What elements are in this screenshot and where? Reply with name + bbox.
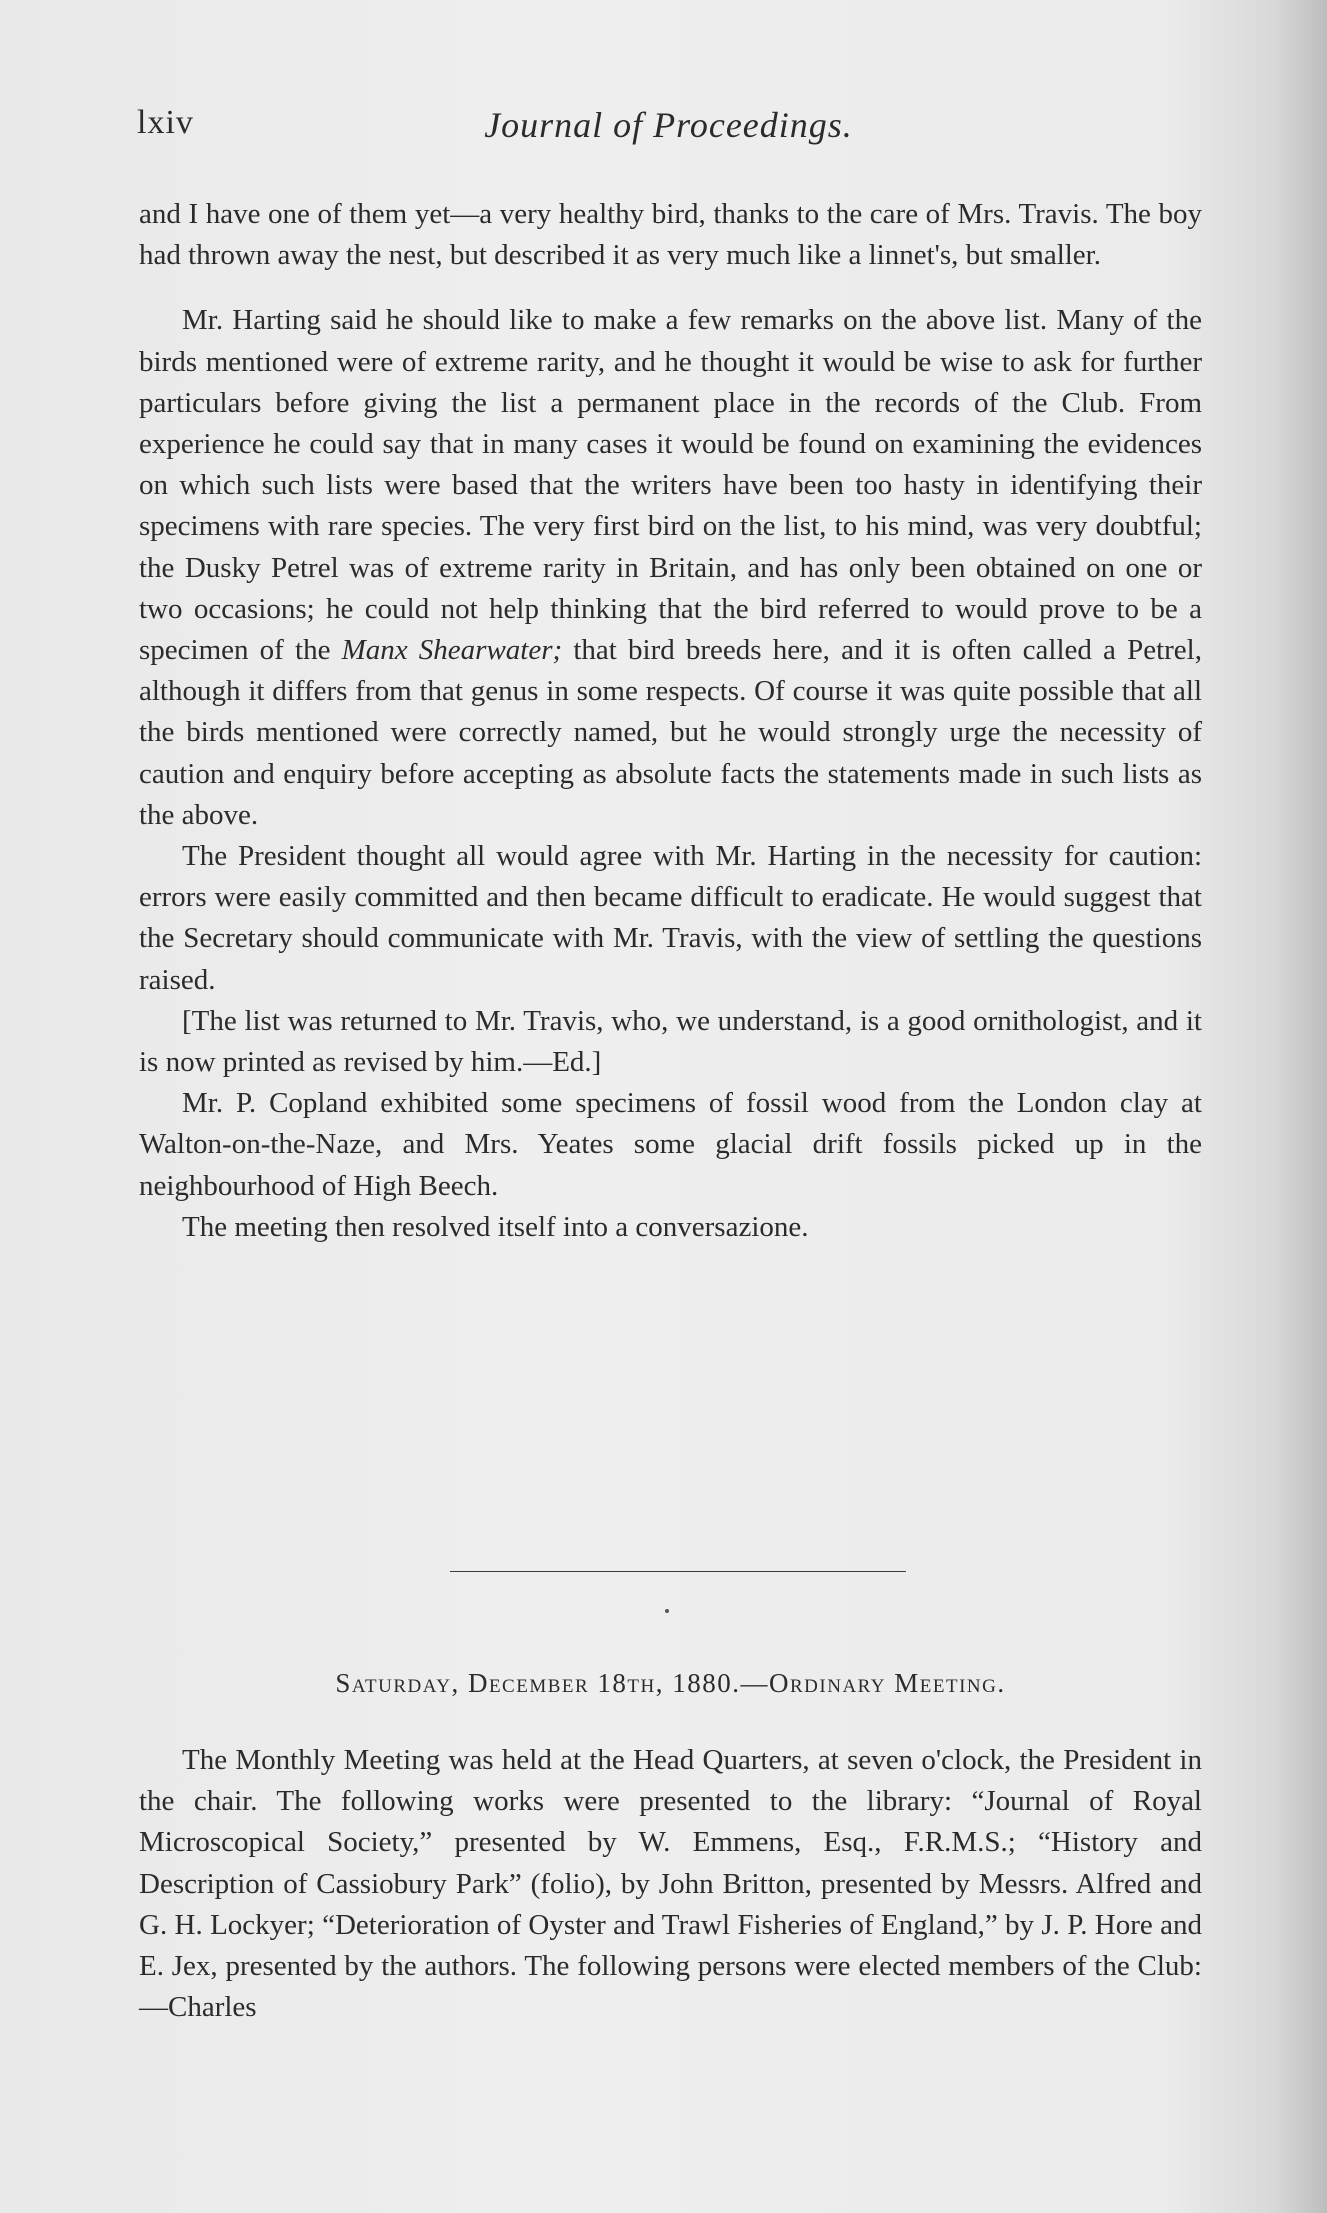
species-name: Manx Shearwater; <box>341 634 563 667</box>
page-number: lxiv <box>137 104 194 141</box>
paragraph-copland-exhibit: Mr. P. Copland exhibited some specimens of fossil wood from the London clay at Walton-on-the-Naze, and Mrs. Yeates some glacial drift fossils picked up in the neighbourhood of High Beech. <box>139 1087 1202 1202</box>
meeting-heading: Saturday, December 18th, 1880.—Ordinary Meeting. <box>335 1668 1006 1698</box>
paragraph-gap <box>139 276 1202 300</box>
body-text <box>139 194 1202 1248</box>
meeting-body-text <box>139 1740 1202 2028</box>
paragraph-continuation: and I have one of them yet—a very healthy bird, thanks to the care of Mrs. Travis. The boy had thrown away the nest, but described it as very much like a linnet's, but smaller. <box>139 198 1202 272</box>
section-divider <box>450 1571 906 1572</box>
page-header <box>137 104 1200 154</box>
paragraph-monthly-meeting: The Monthly Meeting was held at the Head Quarters, at seven o'clock, the President in the chair. The following works were presented to the library: “Journal of Royal Microscopical Society,” presented by W. Emmens, Esq., F.R.M.S.; “History and Description of Cassiobury Park” (folio), by John Britton, presented by Messrs. Alfred and G. H. Lockyer; “Deterioration of Oyster and Trawl Fisheries of England,” by J. P. Hore and E. Jex, presented by the authors. The following persons were elected members of the Club:—Charles <box>139 1744 1202 2024</box>
paragraph-president-caution: The President thought all would agree with Mr. Harting in the necessity for caution: errors were easily committed and then became difficult to eradicate. He would suggest that the Secretary should communicate with Mr. Travis, with the view of settling the questions raised. <box>139 840 1202 996</box>
paragraph-harting-remarks <box>139 300 1202 836</box>
paragraph-conversazione: The meeting then resolved itself into a conversazione. <box>182 1210 809 1243</box>
paragraph-editor-note: [The list was returned to Mr. Travis, who, we understand, is a good ornithologist, and it is now printed as revised by him.—Ed.] <box>139 1004 1202 1079</box>
paragraph-text: that bird breeds here, and it is often called a Petrel, although it differs from that genus in some respects. Of course it was quite possible that all the birds mentioned were correctly named, but he would strongly urge the necessity of caution and enquiry before accepting as absolute facts the statements made in such lists as the above. <box>139 634 1202 831</box>
divider-dot <box>665 1609 669 1613</box>
running-head: Journal of Proceedings. <box>484 105 853 145</box>
paragraph-text: Mr. Harting said he should like to make a few remarks on the above list. Many of the birds mentioned were of extreme rarity, and he thought it would be wise to ask for further particulars before giving the list a permanent place in the records of the Club. From experience he could say that in many cases it would be found on examining the evidences on which such lists were based that the writers have been too hasty in identifying their specimens with rare species. The very first bird on the list, to his mind, was very doubtful; the Dusky Petrel was of extreme rarity in Britain, and has only been obtained on one or two occasions; he could not help thinking that the bird referred to would prove to be a specimen of the <box>139 304 1202 667</box>
